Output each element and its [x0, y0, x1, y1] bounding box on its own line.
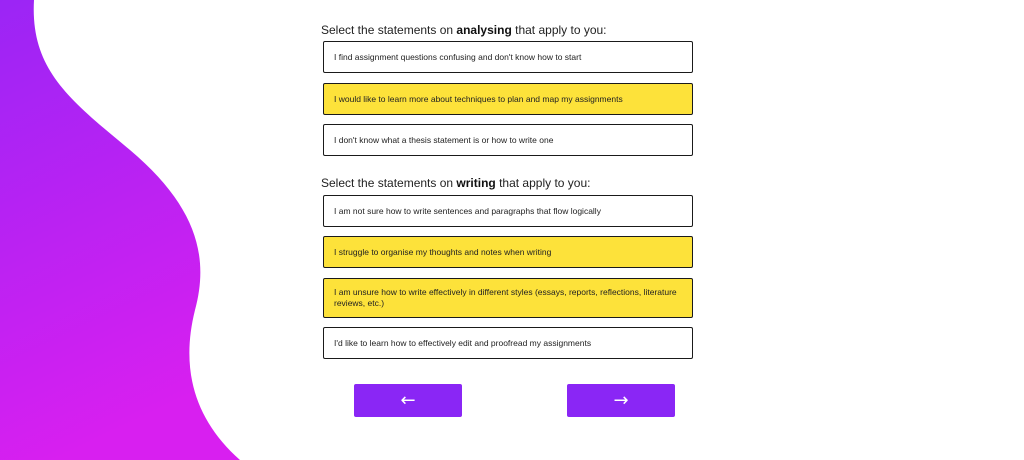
writing-option-3[interactable]: I am unsure how to write effectively in different styles (essays, reports, reflections, literature reviews, etc.): [323, 278, 693, 318]
writing-keyword: writing: [456, 176, 496, 190]
next-button[interactable]: →: [567, 384, 675, 417]
back-button[interactable]: ←: [354, 384, 462, 417]
writing-option-2[interactable]: I struggle to organise my thoughts and notes when writing: [323, 236, 693, 268]
analysing-option-1[interactable]: I find assignment questions confusing and don't know how to start: [323, 41, 693, 73]
decorative-wave-background: [0, 0, 260, 460]
writing-section-heading: Select the statements on writing that apply to you:: [321, 176, 591, 190]
analysing-section-heading: Select the statements on analysing that apply to you:: [321, 23, 607, 37]
writing-option-4[interactable]: I'd like to learn how to effectively edit and proofread my assignments: [323, 327, 693, 359]
analysing-keyword: analysing: [456, 23, 512, 37]
analysing-option-3[interactable]: I don't know what a thesis statement is or how to write one: [323, 124, 693, 156]
analysing-option-2[interactable]: I would like to learn more about techniques to plan and map my assignments: [323, 83, 693, 115]
writing-option-1[interactable]: I am not sure how to write sentences and paragraphs that flow logically: [323, 195, 693, 227]
